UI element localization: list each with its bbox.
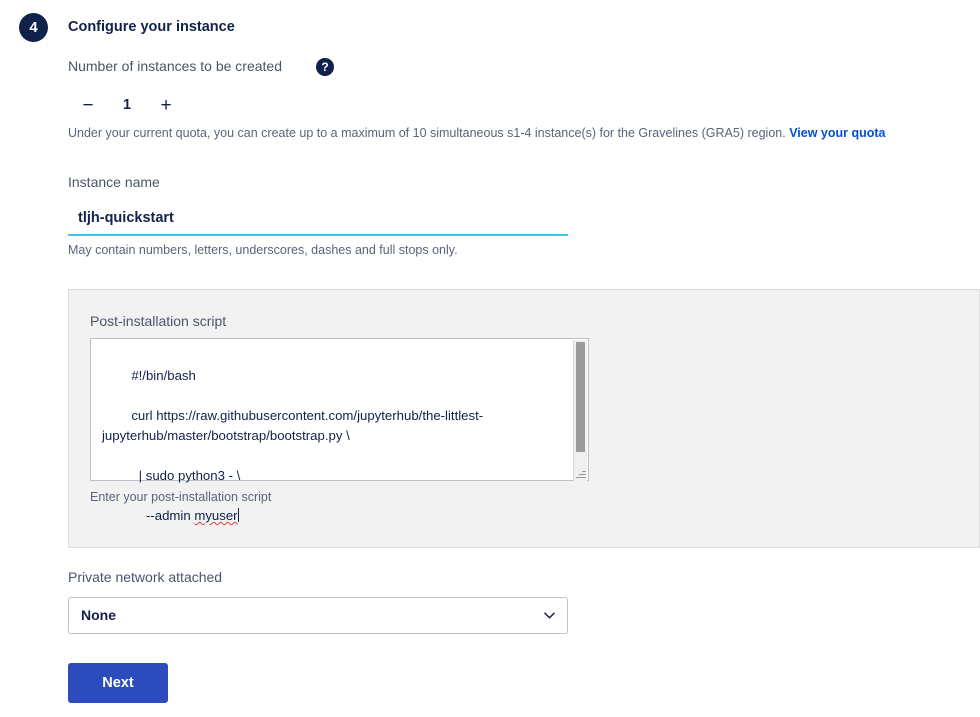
instance-name-hint: May contain numbers, letters, underscores, dashes and full stops only. (68, 243, 458, 257)
view-quota-link[interactable]: View your quota (789, 126, 886, 140)
instance-count-value: 1 (122, 97, 132, 113)
step-number-badge: 4 (19, 13, 48, 42)
instance-name-input[interactable] (68, 202, 568, 236)
script-line-3: | sudo python3 - \ (131, 468, 241, 483)
private-network-label: Private network attached (68, 569, 223, 585)
help-icon[interactable]: ? (316, 58, 334, 76)
script-scrollbar[interactable] (573, 340, 587, 481)
quota-description: Under your current quota, you can create up to a maximum of 10 simultaneous s1-4 instance(s) for the Gravelines (GRA5) region. (68, 126, 786, 140)
text-caret (238, 508, 239, 522)
post-installation-script-label: Post-installation script (90, 313, 227, 329)
decrement-button[interactable]: − (68, 92, 108, 118)
script-scrollbar-thumb[interactable] (576, 342, 585, 452)
script-line-4-misspelled-word: myuser (194, 508, 238, 523)
chevron-down-icon (544, 610, 555, 621)
quota-text (68, 126, 886, 140)
instance-name-label: Instance name (68, 174, 160, 190)
script-line-1: #!/bin/bash (131, 368, 196, 383)
post-installation-script-hint: Enter your post-installation script (90, 490, 272, 504)
page-title: Configure your instance (68, 19, 235, 35)
script-line-2: curl https://raw.githubusercontent.com/jupyterhub/the-littlest-jupyterhub/master/bootstrap/bootstrap.py \ (102, 408, 484, 443)
increment-button[interactable]: + (146, 92, 186, 118)
next-button[interactable]: Next (68, 663, 168, 703)
script-line-4-prefix: --admin (131, 508, 195, 523)
private-network-select[interactable] (68, 597, 568, 634)
instances-count-label: Number of instances to be created (68, 58, 283, 74)
private-network-selected-value: None (81, 607, 116, 623)
resize-grip-icon[interactable] (575, 467, 587, 479)
instance-count-stepper[interactable] (68, 92, 186, 118)
post-installation-script-panel (68, 289, 980, 548)
